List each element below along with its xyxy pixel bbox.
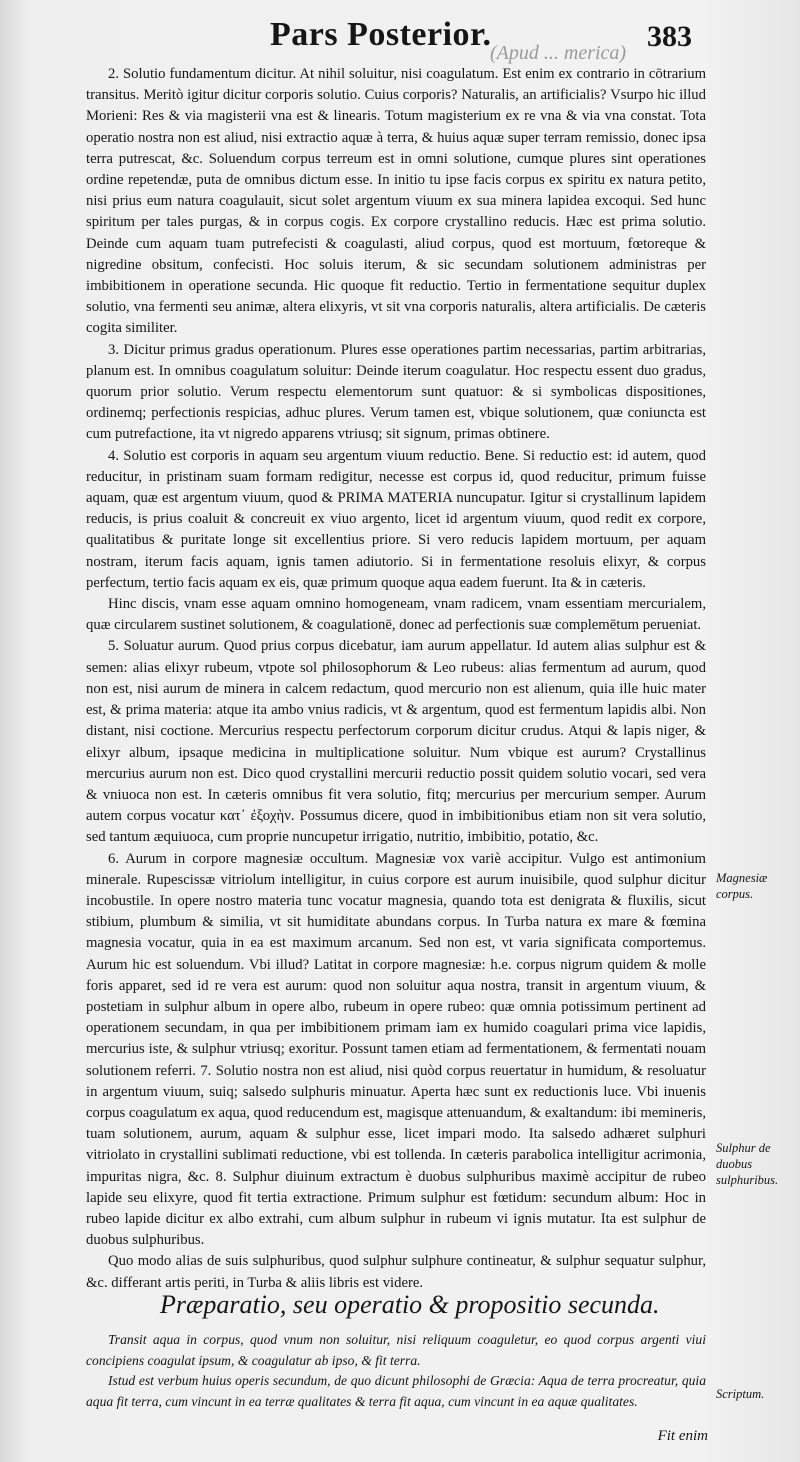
paragraph-hinc-discis: Hinc discis, vnam esse aquam omnino homogeneam, vnam radicem, vnam essentiam mercurialem, quæ circularem sustinet solutionem, & coagulationē, donec ad perfectionis suæ complemētum perueniat.	[86, 596, 706, 634]
paragraph-reductio: 4. Solutio est corporis in aquam seu argentum viuum reductio. Bene. Si reductio est: id autem, quod reducitur, in pristinam suam formam redigitur, necesse est corpus id, quod reducitur, primum fuisse aquam, quæ est argentum viuum, quod & PRIMA MATERIA nuncupatur. Igitur si crystallinum lapidem reducis, is prius coaluit & concreuit ex viuo argento, licet id argentum viuum, quod redit ex corpore, qualitatibus & puritate longe sit excellentius priore. Si vero reducis lapidem mortuum, per aquam nostram, iterum facis aquam, ignis tamen adiutorio. Si in fermentatione resoluis elixyr, & corpus perfectum, tertio facis aquam ex eis, quæ primum quoque aqua eadem fuerunt. Ita & in cæteris.	[86, 447, 706, 591]
section-paragraph-transit: Transit aqua in corpus, quod vnum non soluitur, nisi reliquum coaguletur, eo quod corpus argenti viui concipiens coagulat ipsum, & coagulatur ab ipso, & fit terra.	[86, 1332, 706, 1368]
section-heading: Præparatio, seu operatio & propositio secunda.	[160, 1290, 660, 1319]
section-text	[86, 1330, 706, 1412]
paragraph-solutio: 2. Solutio fundamentum dicitur. At nihil soluitur, nisi coagulatum. Est enim ex contrario in cōtrarium transitus. Meritò igitur dicitur corporis solutio. Cuius corporis? Naturalis, an artificialis? Vsurpo hic illud Morieni: Res & via magisterii vna est & linearis. Totum magisterium ex re vna & via vna constat. Tota operatio nostra non est aliud, nisi extractio aquæ à terra, & huius aquæ super terram remissio, donec ipsa terra putrescat, &c. Soluendum corpus terreum est in omni solutione, cumque plures sint operationes ordine repetendæ, puta de omnibus dictum esse. In initio tu ipse facis corpus ex spiritu ex natura petito, nisi prius eum natura coagulauit, sicut solet argentum viuum ex sua minera lapidea excoqui. Sed hunc spiritum per tales purgas, & in corpus cogis. Ex corpore crystallino reducis. Hæc est prima solutio. Deinde cum aquam tuam putrefecisti & coagulasti, aliud corpus, quod est mortuum, fœtoreque & nigredine obsitum, confecisti. Hoc soluis iterum, & sic secundam solutionem administras per imbibitionem in operatione secunda. Hic quoque fit reductio. Tertio in fermentatione sequitur duplex solutio, vna fermenti seu animæ, altera elixyris, vt sit vna corporis naturalis, altera artificialis. De cæteris cogita similiter.	[86, 66, 706, 337]
section-paragraph-istud: Istud est verbum huius operis secundum, de quo dicunt philosophi de Græcia: Aqua de terra procreatur, quia aqua fit terra, cum vincunt in ea terræ qualitates & terra fit aqua, cum vincunt in ea aquæ qualitates.	[86, 1373, 706, 1409]
paragraph-primus-gradus: 3. Dicitur primus gradus operationum. Plures esse operationes partim necessarias, partim arbitrarias, planum est. In omnibus coagulatum soluitur: Deinde iterum coagulatur. Hoc respectu essent duo gradus, quorum prior solutio. Verum respectu elementorum sunt quatuor: & si symbolicas dispositiones, ordinemq; perfectionis respicias, adhuc plures. Verum tamen est, vbique solutionem, quæ coniuncta est cum putrefactione, ita vt nigredo apparens vtriusq; sit signum, primas obtinere.	[86, 341, 706, 443]
paragraph-magnesia: 6. Aurum in corpore magnesiæ occultum. Magnesiæ vox variè accipitur. Vulgo est antimonium minerale. Rupescissæ vitriolum intelligitur, in cuius corpore est aurum inuisibile, quod sulphur dicitur incobustile. In opere nostro materia tunc vocatur magnesia, quando tota est denigrata & fluxilis, sicut stibium, plumbum & similia, vt sit humiditate abundans corpus. In Turba natura ex mare & fœmina magnesia vocatur, quia in ea est maximum arcanum. Sed non est, vt varia significata comportemus. Aurum hic est soluendum. Vbi illud? Latitat in corpore magnesiæ: h.e. corpus nigrum quidem & molle foris apparet, sed id re vera est aurum: quod non soluitur aqua nostra, transit in argentum viuum, & postetiam in sulphur album in opere albo, rubeum in opere rubeo: quæ omnia potissimum pertinent ad operationem secundam, in qua per imbibitionem primam iam ex humido coagulari prima vice lapidis, mercurius iste, & sulphur vtriusq; exoritur. Possunt tamen etiam ad fermentationem, & fermentati nouam solutionem referri. 7. Solutio nostra non est aliud, nisi quòd corpus reuertatur in humidum, & resoluatur in argentum viuum, suiq; salsedo sulphuris minuatur. Aperta hæc sunt ex reductionis luce. Vbi inuenis corpus coagulatum ex aqua, quod reducendum est, magisque attenuandum, & exaltandum: ibi memineris, tuam solutionem, aurum, aquam & sulphur esse, licet impari modo. Ita salsedo adhæret sulphuri vitriolato in crystallini sublimati reductione, vbi est tollenda. In cæteris parabolica intelligitur acrimonia, impuritas nigra, &c. 8. Sulphur diuinum extractum è duobus sulphuribus maximè accipitur de rubeo lapide seu elixyre, quod fit tertia extractione. Primum sulphur est fœtidum: secundum album: Hoc in rubeo lapide dicitur ex albo extrahi, cum album sulphur in rubeum vi ignis mutatur. Ita est sulphur de duobus sulphuribus.	[86, 850, 706, 1249]
ghost-through-text: (Apud ... merica)	[490, 42, 627, 64]
margin-note-scriptum: Scriptum.	[716, 1387, 765, 1401]
running-title: Pars Posterior.	[270, 16, 492, 53]
body-text	[86, 64, 706, 1294]
margin-note-magnesia: Magnesiæ corpus.	[716, 871, 768, 901]
page-number: 383	[647, 20, 692, 53]
paragraph-quo-modo: Quo modo alias de suis sulphuribus, quod sulphur sulphure contineatur, & sulphur sequatur sulphur, &c. differant artis periti, in Turba & aliis libris est videre.	[86, 1253, 706, 1291]
page-header	[0, 8, 800, 64]
catchword: Fit enim	[657, 1428, 708, 1444]
margin-note-sulphur: Sulphur de duobus sulphuribus.	[716, 1141, 779, 1187]
paragraph-soluatur-aurum: 5. Soluatur aurum. Quod prius corpus dicebatur, iam aurum appellatur. Id autem alias sulphur est & semen: alias elixyr rubeum, vtpote sol philosophorum & Leo rubeus: alias fermentum ad aurum, quod non est, nisi aurum de minera in calcem redactum, quod mercurio non est alienum, quia ille huic mater est, & prima materia: atque ita ambo vnius radicis, vt & argentum, quod est fermentum lapidis albi. Non distant, nisi coctione. Mercurius respectu perfectorum corporum dicitur crudus. Atqui & lapis niger, & elixyr album, ipsaque medicina in multiplicatione soluitur. Num vbique est aurum? Crystallinus mercurius aurum non est. Dico quod crystallini mercurii reductio possit quidem solutio vocari, sed vera & vniuoca non est. In cæteris omnibus fit vera solutio, fitq; mercurius per mercurium semper. Aurum autem corpus vocatur κατ᾽ ἐξοχὴν. Possumus dicere, quod in imbibitionibus etiam non sit vera solutio, sed tantum æquiuoca, cum proprie nuncupetur irrigatio, nutritio, imbibitio, potatio, &c.	[86, 638, 706, 846]
